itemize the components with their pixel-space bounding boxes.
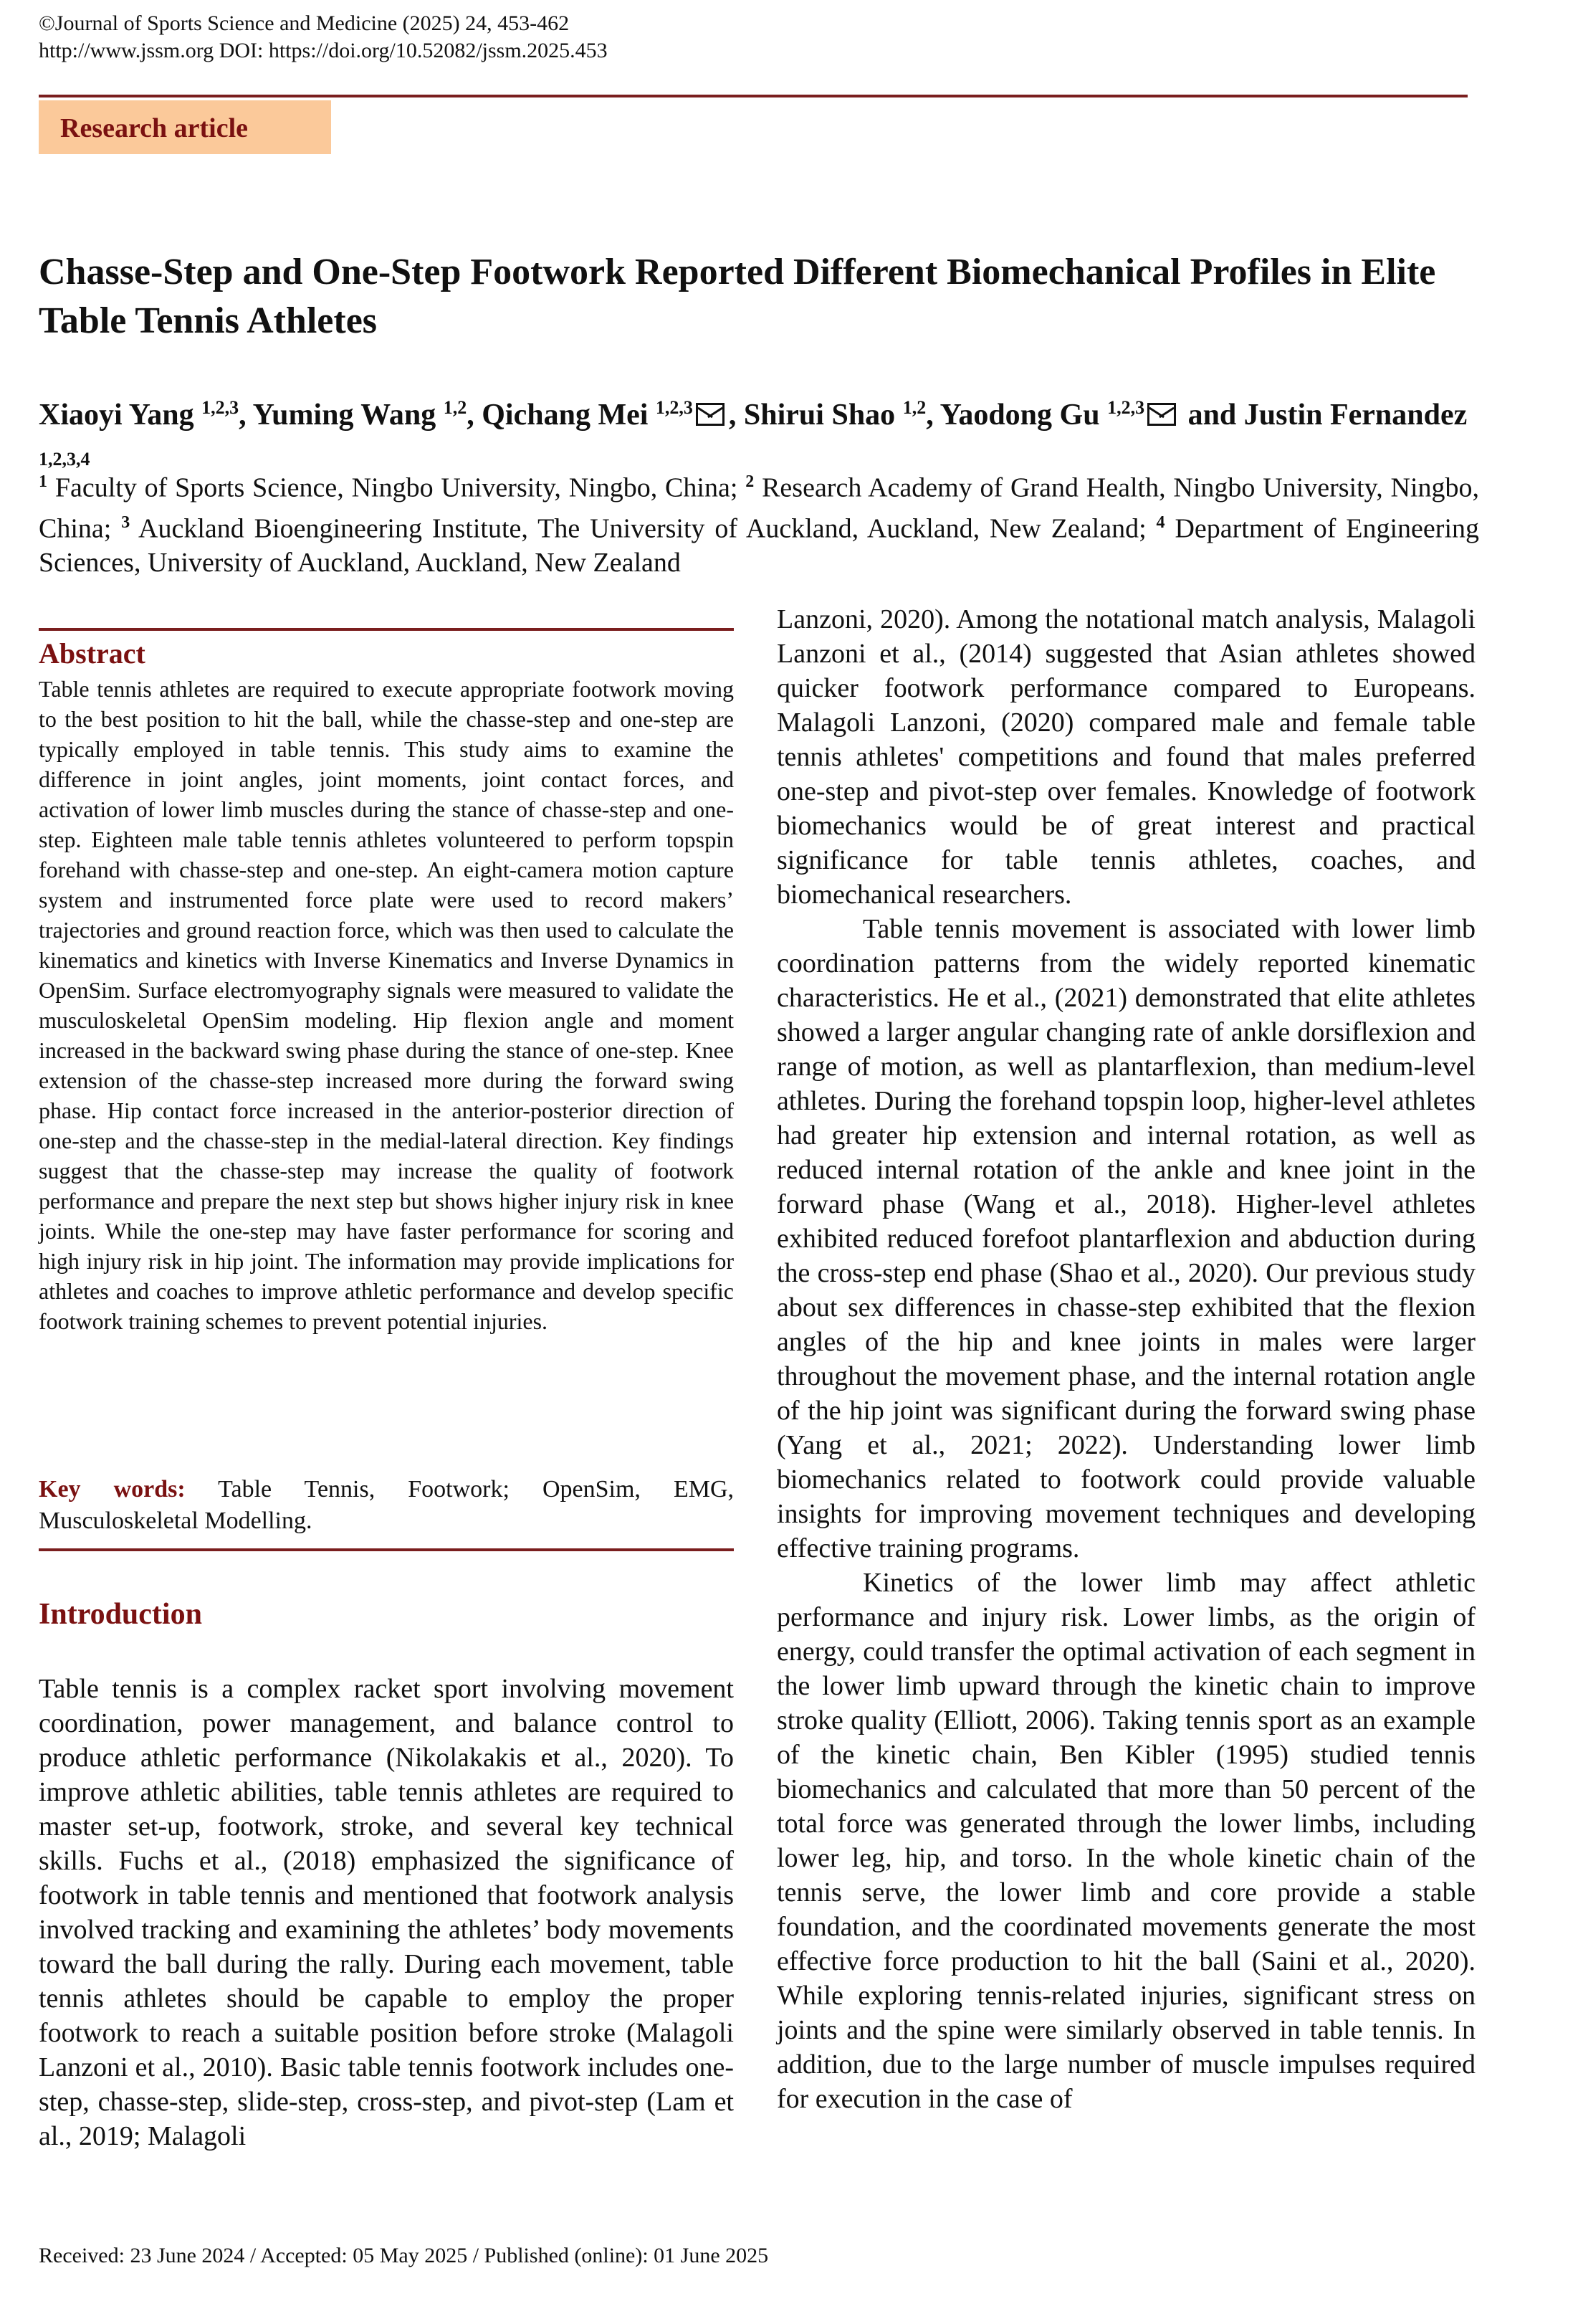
- intro-paragraph-1: Table tennis is a complex racket sport involving movement coordination, power management, and balance control to produce athletic performance (Nikolakakis et al., 2020). To improve athletic abilities, table tennis athletes are required to master set-up, footwork, stroke, and several key technical skills. Fuchs et al., (2018) emphasized the significance of footwork in table tennis and mentioned that footwork analysis involved tracking and examining the athletes’ body movements toward the ball during the rally. During each movement, table tennis athletes should be capable to employ the proper footwork to reach a suitable position before stroke (Malagoli Lanzoni et al., 2010). Basic table tennis footwork includes one-step, chasse-step, slide-step, cross-step, and pivot-step (Lam et al., 2019; Malagoli: [39, 1674, 734, 2151]
- article-type-badge: [39, 100, 331, 154]
- introduction-left-column: [39, 1672, 734, 2153]
- author-name: Justin Fernandez: [1243, 399, 1468, 432]
- affiliation-4: Department of Engineering Sciences, University of Auckland, Auckland, New Zealand: [39, 513, 1479, 578]
- author-affiliation: 1,2,3: [1107, 397, 1145, 418]
- right-column: [777, 602, 1476, 2116]
- abstract-heading: Abstract: [39, 637, 145, 670]
- email-icon[interactable]: [1147, 403, 1176, 426]
- abstract-bottom-rule: [39, 1548, 734, 1551]
- journal-header: [39, 10, 608, 65]
- header-rule: [39, 95, 1468, 97]
- affiliation-2: Research Academy of Grand Health, Ningbo University, Ningbo, China;: [39, 472, 1480, 544]
- affiliation-1: Faculty of Sports Science, Ningbo University, Ningbo, China;: [54, 472, 738, 503]
- author-affiliation: 1,2,3,4: [39, 449, 90, 470]
- affiliation-3: Auckland Bioengineering Institute, The University of Auckland, Auckland, New Zealand;: [138, 513, 1147, 544]
- author-list: Xiaoyi Yang $^{1,2,3}$, Yuming Wang $^{1,2}$, Qichang Mei $^{1,2,3}$ , Shirui Shao $^{1,2}$, Yaodong Gu $^{1,2,3}$ and Justin Fernandez $^{1,2,3,4}$: [39, 397, 1468, 470]
- abstract-top-rule: [39, 628, 734, 631]
- author-affiliation: 1,2,3: [201, 397, 239, 418]
- received-dates: Received: 23 June 2024 / Accepted: 05 May 2025 / Published (online): 01 June 2025: [39, 2244, 769, 2267]
- journal-citation: ©Journal of Sports Science and Medicine (2025) 24, 453-462: [39, 11, 570, 35]
- author-affiliation: 1,2,3: [655, 397, 693, 418]
- article-type-label: Research article: [60, 113, 249, 143]
- intro-paragraph-1-continued: Lanzoni, 2020). Among the notational match analysis, Malagoli Lanzoni et al., (2014) suggested that Asian athletes showed quicker footwork performance compared to Europeans. Malagoli Lanzoni, (2020) compared male and female table tennis athletes' competitions and found that males preferred one-step and pivot-step over females. Knowledge of footwork biomechanics would be of great interest and practical significance for table tennis athletes, coaches, and biomechanical researchers.: [777, 604, 1476, 910]
- introduction-heading: Introduction: [39, 1598, 202, 1631]
- author-name: Yuming Wang: [252, 399, 436, 432]
- author-name: Shirui Shao: [743, 399, 896, 432]
- keywords: [39, 1474, 734, 1537]
- paper-title: Chasse-Step and One-Step Footwork Reported Different Biomechanical Profiles in Elite Table Tennis Athletes: [39, 252, 1436, 341]
- doi-line: http://www.jssm.org DOI: https://doi.org/10.52082/jssm.2025.453: [39, 39, 608, 62]
- keywords-text: Table Tennis, Footwork; OpenSim, EMG, Musculoskeletal Modelling.: [39, 1476, 734, 1534]
- author-affiliation: 1,2: [443, 397, 467, 418]
- keywords-label: Key words:: [39, 1476, 186, 1502]
- intro-paragraph-3: Kinetics of the lower limb may affect athletic performance and injury risk. Lower limbs, as the origin of energy, could transfer the optimal activation of each segment in the lower limb upward through the kinetic chain to improve stroke quality (Elliott, 2006). Taking tennis sport as an example of the kinetic chain, Ben Kibler (1995) studied tennis biomechanics and calculated that more than 50 percent of the total force was generated through the lower limbs, including lower leg, hip, and torso. In the whole kinetic chain of the tennis serve, the lower limb and core provide a stable foundation, and the coordinated movements generate the most effective force production to hit the ball (Saini et al., 2020). While exploring tennis-related injuries, significant stress on joints and the spine were similarly observed in table tennis. In addition, due to the large number of muscle impulses required for execution in the case of: [777, 1568, 1476, 2114]
- abstract-text: Table tennis athletes are required to execute appropriate footwork moving to the best position to hit the ball, while the chasse-step and one-step are typically employed in table tennis. This study aims to examine the difference in joint angles, joint moments, joint contact forces, and activation of lower limb muscles during the stance of chasse-step and one-step. Eighteen male table tennis athletes volunteered to perform topspin forehand with chasse-step and one-step. An eight-camera motion capture system and instrumented force plate were used to record makers’ trajectories and ground reaction force, which was then used to calculate the kinematics and kinetics with Inverse Kinematics and Inverse Dynamics in OpenSim. Surface electromyography signals were measured to validate the musculoskeletal OpenSim modeling. Hip flexion angle and moment increased in the backward swing phase during the stance of one-step. Knee extension of the chasse-step increased more during the forward swing phase. Hip contact force increased in the anterior-posterior direction of one-step and the chasse-step in the medial-lateral direction. Key findings suggest that the chasse-step may increase the quality of footwork performance and prepare the next step but shows higher injury risk in knee joints. While the one-step may have faster performance for scoring and high injury risk in hip joint. The information may provide implications for athletes and coaches to improve athletic performance and develop specific footwork training schemes to prevent potential injuries.: [39, 676, 734, 1334]
- intro-paragraph-2: Table tennis movement is associated with lower limb coordination patterns from the widely reported kinematic characteristics. He et al., (2021) demonstrated that elite athletes showed a larger angular changing rate of ankle dorsiflexion and range of motion, as well as plantarflexion, than medium-level athletes. During the forehand topspin loop, higher-level athletes had greater hip extension and internal rotation, as well as reduced internal rotation of the ankle and knee joint in the forward phase (Wang et al., 2018). Higher-level athletes exhibited reduced forefoot plantarflexion and abduction during the cross-step end phase (Shao et al., 2020). Our previous study about sex differences in chasse-step exhibited that the flexion angles of the hip and knee joints in males were larger throughout the movement phase, and the internal rotation angle of the hip joint was significant during the forward swing phase (Yang et al., 2021; 2022). Understanding lower limb biomechanics related to footwork could provide valuable insights for improving movement techniques and developing effective training programs.: [777, 914, 1476, 1563]
- author-affiliation: 1,2: [902, 397, 927, 418]
- author-name: Qichang Mei: [482, 399, 649, 432]
- author-name: Xiaoyi Yang: [39, 399, 194, 432]
- email-icon[interactable]: [696, 403, 725, 426]
- author-name: Yaodong Gu: [939, 399, 1100, 432]
- affiliations: $^1$ Faculty of Sports Science, Ningbo University, Ningbo, China; $^2$ Research Academy of Grand Health, Ningbo University, Ningbo, China; $^3$ Auckland Bioengineering Institute, The University of Auckland, Auckland, New Zealand; $^4$ Department of Engineering Sciences, University of Auckland, Auckland, New Zealand: [39, 472, 1480, 578]
